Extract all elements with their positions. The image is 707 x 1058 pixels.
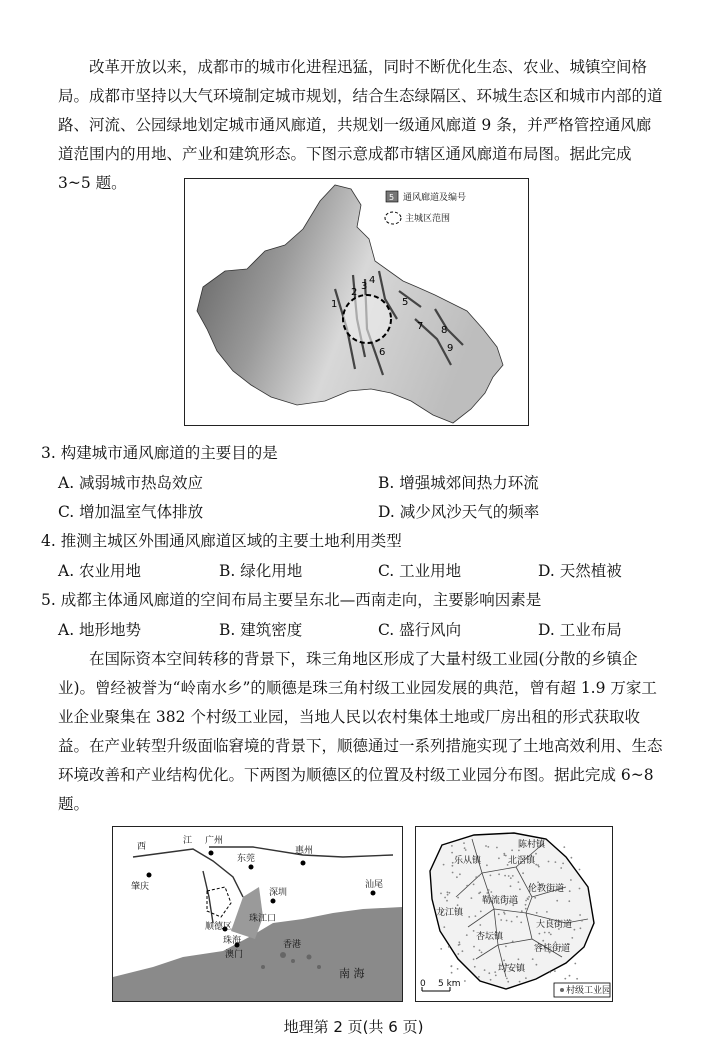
page-footer: 地理第 2 页(共 6 页) (283, 1018, 424, 1036)
town-ronggui: 容桂街道 (534, 944, 571, 954)
question-5-stem: 5. 成都主体通风廊道的空间布局主要呈东北—西南走向，主要影响因素是 (41, 591, 542, 609)
shunde-location-map (112, 826, 403, 1002)
shunde-park-graphic (416, 827, 612, 1001)
map-label-xianggang: 香港 (283, 940, 302, 950)
question-5-option-a[interactable]: A. 地形地势 (58, 621, 142, 639)
passage-2: 在国际资本空间转移的背景下，珠三角地区形成了大量村级工业园(分散的乡镇企业)。曾经被誉为“岭南水乡”的顺德是珠三角村级工业园发展的典范，曾有超 1.9 万家工业企业聚集在 382 个村级工业园，当地人民以农村集体土地或厂房出租的形式获取收益。在产业转型升级面临窘境的背景下，顺德通过一系列措施实现了土地高效利用、生态环境改善和产业结构优化。下两图为顺德区的位置及村级工业园分布图。据此完成 6~8 题。 (58, 650, 663, 813)
legend-main-city-swatch (385, 212, 401, 224)
map-label-xi: 西 (137, 842, 147, 852)
question-5-option-c[interactable]: C. 盛行风向 (378, 621, 462, 639)
town-longjiang: 龙江镇 (436, 908, 464, 918)
town-beijiao: 北滘镇 (508, 856, 536, 866)
map-label-shunde: 顺德区 (205, 922, 233, 932)
shunde-industrial-park-map (415, 826, 613, 1002)
question-4-option-d[interactable]: D. 天然植被 (538, 562, 622, 580)
map-label-nanhai: 南 海 (339, 967, 365, 980)
prd-map-graphic (113, 827, 402, 1001)
map-label-shenzhen: 深圳 (269, 888, 288, 898)
question-4-option-b[interactable]: B. 绿化用地 (219, 562, 303, 580)
corridor-number-1: 1 (331, 299, 338, 310)
question-5-option-b[interactable]: B. 建筑密度 (219, 621, 303, 639)
corridor-number-4: 4 (369, 275, 376, 286)
legend-corridor-label: 通风廊道及编号 (403, 193, 467, 203)
question-4-stem: 4. 推测主城区外围通风廊道区域的主要土地利用类型 (41, 532, 402, 550)
corridor-number-7: 7 (417, 321, 424, 332)
question-3-option-d[interactable]: D. 减少风沙天气的频率 (378, 503, 540, 521)
map-label-guangzhou: 广州 (205, 836, 224, 846)
town-lecong: 乐从镇 (454, 856, 482, 866)
map-label-zhaoqing: 肇庆 (131, 882, 150, 892)
corridor-number-5: 5 (402, 297, 409, 308)
map-label-huizhou: 惠州 (295, 846, 314, 856)
town-xingtan: 杏坛镇 (476, 932, 504, 942)
map-label-jiang: 江 (183, 836, 193, 846)
town-daliang: 大良街道 (536, 920, 573, 930)
main-city-boundary (343, 295, 391, 343)
town-leliu: 勒流街道 (482, 896, 519, 906)
question-3-option-a[interactable]: A. 减弱城市热岛效应 (58, 474, 204, 492)
corridor-number-2: 2 (351, 287, 358, 298)
scale-zero: 0 (420, 979, 426, 989)
legend-park-label: 村级工业园 (566, 986, 612, 996)
town-chencun: 陈村镇 (518, 840, 546, 850)
passage-1: 改革开放以来，成都市的城市化进程迅猛，同时不断优化生态、农业、城镇空间格局。成都市坚持以大气环境制定城市规划，结合生态绿隔区、环城生态区和城市内部的道路、河流、公园绿地划定城市通风廊道，共规划一级通风廊道 9 条，并严格管控通风廊道范围内的用地、产业和建筑形态。下图示意成都市辖区通风廊道布局图。据此完成 3~5 题。 (58, 58, 663, 192)
question-3-stem: 3. 构建城市通风廊道的主要目的是 (41, 444, 278, 462)
scale-unit: 5 km (438, 979, 461, 989)
map-label-zhujiangkou: 珠江口 (249, 914, 277, 924)
map-label-zhuhai: 珠海 (223, 936, 242, 946)
question-3-option-c[interactable]: C. 增加温室气体排放 (58, 503, 204, 521)
map-label-dongguan: 东莞 (237, 854, 256, 864)
chengdu-corridor-map (184, 178, 529, 426)
question-3-option-b[interactable]: B. 增强城郊间热力环流 (378, 474, 539, 492)
question-4-option-c[interactable]: C. 工业用地 (378, 562, 462, 580)
question-5-option-d[interactable]: D. 工业布局 (538, 621, 622, 639)
corridor-number-6: 6 (379, 347, 386, 358)
map-label-shanwei: 汕尾 (365, 880, 384, 890)
question-4-option-a[interactable]: A. 农业用地 (58, 562, 142, 580)
corridor-number-8: 8 (441, 325, 448, 336)
map-label-aomen: 澳门 (225, 950, 244, 960)
town-lunjiao: 伦教街道 (528, 884, 565, 894)
town-junan: 均安镇 (498, 964, 526, 974)
chengdu-map-graphic (185, 179, 528, 425)
legend-corridor-number: 5 (389, 193, 395, 202)
corridor-number-3: 3 (361, 281, 368, 292)
corridor-number-9: 9 (447, 343, 454, 354)
legend-main-city-label: 主城区范围 (405, 214, 451, 224)
